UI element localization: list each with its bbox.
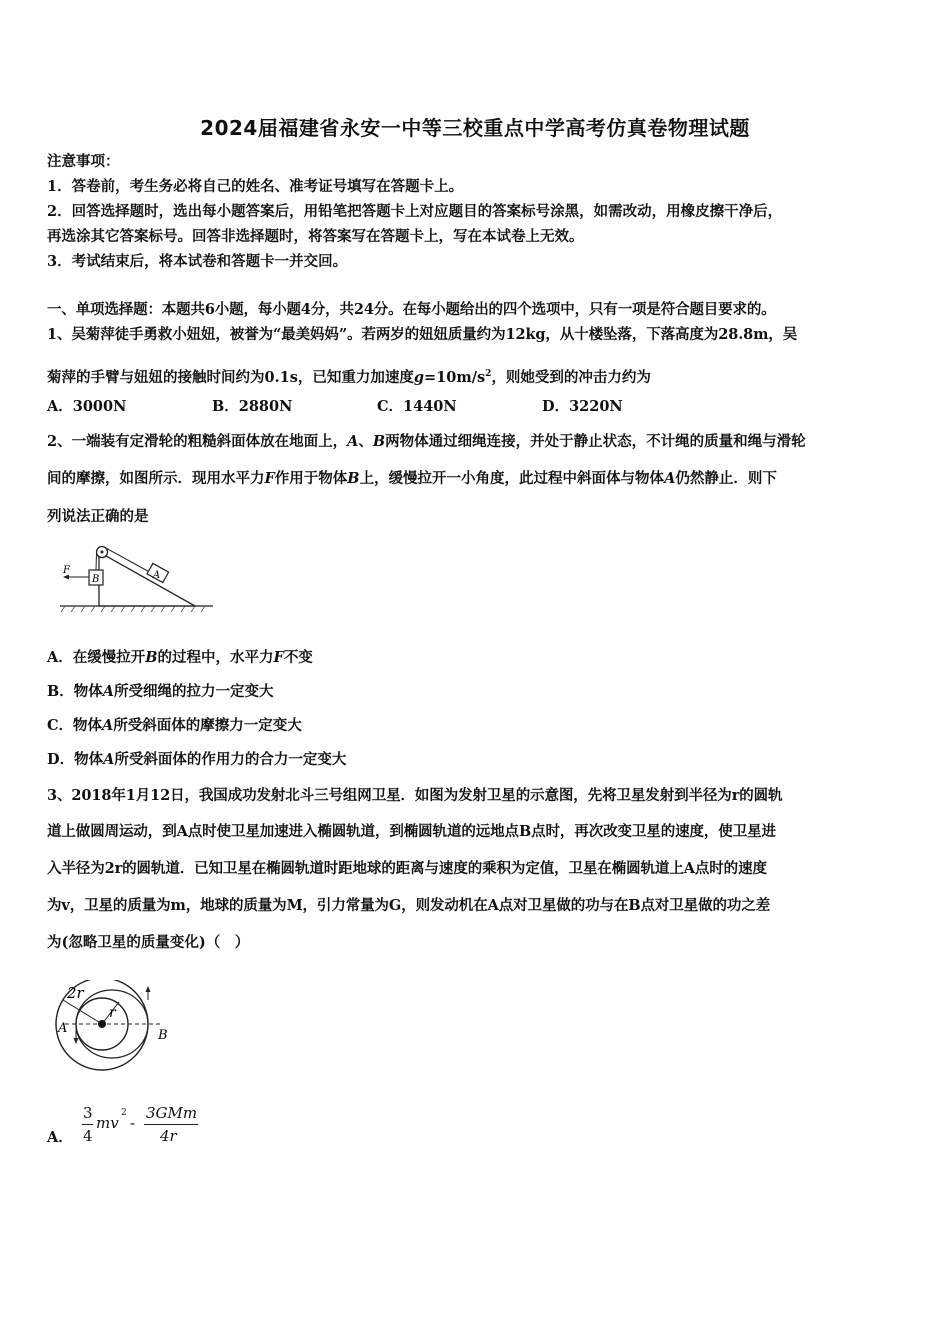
notes-heading: 注意事项： bbox=[47, 153, 120, 170]
minus-sign: - bbox=[130, 1114, 136, 1132]
q1-option-c: C．1440N bbox=[377, 398, 457, 415]
note-1: 1．答卷前，考生务必将自己的姓名、准考证号填写在答题卡上。 bbox=[47, 178, 464, 195]
q2-option-c bbox=[47, 716, 302, 736]
q2-opt-d-text-2: 所受斜面体的作用力的合力一定变大 bbox=[114, 751, 347, 768]
q2-text-2: 两物体通过细绳连接，并处于静止状态，不计绳的质量和绳与滑轮 bbox=[385, 433, 806, 450]
frac2-den: 4r bbox=[160, 1127, 177, 1145]
q1-text: 菊萍的手臂与妞妞的接触时间约为0.1s，已知重力加速度 bbox=[47, 368, 414, 386]
note-2a: 2．回答选择题时，选出每小题答案后，用铅笔把答题卡上对应题目的答案标号涂黑，如需改动，用橡皮擦干净后， bbox=[47, 203, 783, 220]
q2-line-1 bbox=[47, 432, 806, 452]
q2-line-2 bbox=[47, 469, 777, 489]
note-2b: 再选涂其它答案标号。回答非选择题时，将答案写在答题卡上，写在本试卷上无效。 bbox=[47, 228, 584, 245]
q2-line-3: 列说法正确的是 bbox=[47, 508, 149, 525]
q2-text-4: 作用于物体 bbox=[274, 470, 348, 487]
note-3: 3．考试结束后，将本试卷和答题卡一并交回。 bbox=[47, 253, 348, 270]
q2-opt-b-a: A bbox=[102, 683, 115, 700]
q3-line-2: 道上做圆周运动，到A点时使卫星加速进入椭圆轨道，到椭圆轨道的远地点B点时，再次改变卫星的速度，使卫星进 bbox=[47, 823, 776, 840]
q1-option-a: A．3000N bbox=[47, 398, 127, 415]
pulley-axle bbox=[101, 551, 104, 554]
q2-option-d bbox=[47, 750, 346, 770]
q2-text-5: 上，缓慢拉开一小角度，此过程中斜面体与物体 bbox=[359, 470, 665, 487]
q2-opt-c-text: C．物体 bbox=[47, 717, 103, 734]
frac1-num: 3 bbox=[83, 1104, 93, 1122]
section-heading: 一、单项选择题：本题共6小题，每小题4分，共24分。在每小题给出的四个选项中，只有一项是符合题目要求的。 bbox=[47, 301, 776, 318]
orbit-figure bbox=[45, 980, 180, 1075]
rope-to-a bbox=[104, 547, 155, 575]
mv-term: mv bbox=[96, 1114, 119, 1132]
label-2r: 2r bbox=[67, 984, 84, 1002]
mv-square: 2 bbox=[121, 1108, 127, 1118]
page-title: 2024届福建省永安一中等三校重点中学高考仿真卷物理试题 bbox=[200, 116, 750, 140]
frac1-den: 4 bbox=[83, 1127, 93, 1145]
q1-option-d: D．3220N bbox=[542, 398, 623, 415]
label-r: r bbox=[109, 1005, 116, 1021]
q1-line-1: 1、吴菊萍徒手勇救小妞妞，被誉为“最美妈妈”。若两岁的妞妞质量约为12kg，从十楼坠落，下落高度为28.8m，吴 bbox=[47, 326, 798, 343]
q2-opt-c-text-2: 所受斜面体的摩擦力一定变大 bbox=[113, 717, 302, 734]
ground-hatch bbox=[61, 606, 205, 612]
q2-text: 2、一端装有定滑轮的粗糙斜面体放在地面上， bbox=[47, 433, 348, 450]
q2-opt-a-text-3: 不变 bbox=[283, 649, 313, 666]
q3-line-1: 3、2018年1月12日，我国成功发射北斗三号组网卫星．如图为发射卫星的示意图，先将卫星发射到半径为r的圆轨 bbox=[47, 787, 783, 804]
q1-superscript: 2 bbox=[485, 369, 492, 379]
q3-option-a-formula bbox=[80, 1100, 210, 1150]
q1-g-symbol: g bbox=[413, 368, 425, 386]
q2-opt-a-b: B bbox=[145, 649, 158, 666]
q2-option-a bbox=[47, 648, 313, 668]
earth-dot bbox=[98, 1020, 106, 1028]
q2-option-b bbox=[47, 682, 274, 702]
q2-opt-a-text-2: 的过程中，水平力 bbox=[157, 649, 274, 666]
q2-opt-a-text: A．在缓慢拉开 bbox=[47, 649, 146, 666]
q2-opt-b-text: B．物体 bbox=[47, 683, 103, 700]
label-a: A bbox=[58, 1021, 68, 1036]
label-f: F bbox=[63, 565, 70, 576]
q2-symbol-a-2: A bbox=[664, 470, 676, 487]
frac1-bar bbox=[82, 1124, 93, 1125]
q2-sep: 、 bbox=[358, 433, 373, 450]
q2-opt-b-text-2: 所受细绳的拉力一定变大 bbox=[114, 683, 274, 700]
q1-text-end: ，则她受到的冲击力约为 bbox=[491, 368, 651, 386]
q3-line-5: 为(忽略卫星的质量变化)（ ） bbox=[47, 934, 250, 951]
q2-opt-c-a: A bbox=[102, 717, 114, 734]
q2-symbol-a: A bbox=[347, 433, 359, 450]
q2-opt-d-text: D．物体 bbox=[47, 751, 104, 768]
label-a: A bbox=[153, 570, 161, 581]
q3-line-3: 入半径为2r的圆轨道．已知卫星在椭圆轨道时距地球的距离与速度的乘积为定值，卫星在椭圆轨道上A点时的速度 bbox=[47, 860, 767, 877]
arrow-b-head bbox=[146, 986, 151, 992]
rope-to-b bbox=[96, 553, 97, 570]
q2-opt-d-a: A bbox=[103, 751, 115, 768]
q2-text-6: 仍然静止．则下 bbox=[675, 470, 777, 487]
arrow-a-head bbox=[74, 1038, 79, 1044]
q1-option-b: B．2880N bbox=[212, 398, 293, 415]
q2-symbol-b: B bbox=[372, 433, 386, 450]
q1-text-units: =10m/s bbox=[424, 368, 486, 386]
q2-symbol-f: F bbox=[264, 470, 275, 487]
frac2-bar bbox=[144, 1124, 198, 1125]
q3-line-4: 为v，卫星的质量为m，地球的质量为M，引力常量为G，则发动机在A点对卫星做的功与在B点对卫星做的功之差 bbox=[47, 897, 771, 914]
q2-symbol-b-2: B bbox=[347, 470, 360, 487]
label-b: B bbox=[158, 1028, 168, 1043]
frac2-num: 3GMm bbox=[146, 1104, 198, 1122]
incline-pulley-figure bbox=[55, 540, 215, 615]
q1-line-2 bbox=[47, 364, 651, 388]
label-b: B bbox=[92, 574, 100, 585]
q2-opt-a-f: F bbox=[273, 649, 284, 666]
incline-body bbox=[99, 552, 195, 606]
q3-option-a-label: A． bbox=[47, 1129, 73, 1146]
q2-text-3: 间的摩擦，如图所示．现用水平力 bbox=[47, 470, 265, 487]
